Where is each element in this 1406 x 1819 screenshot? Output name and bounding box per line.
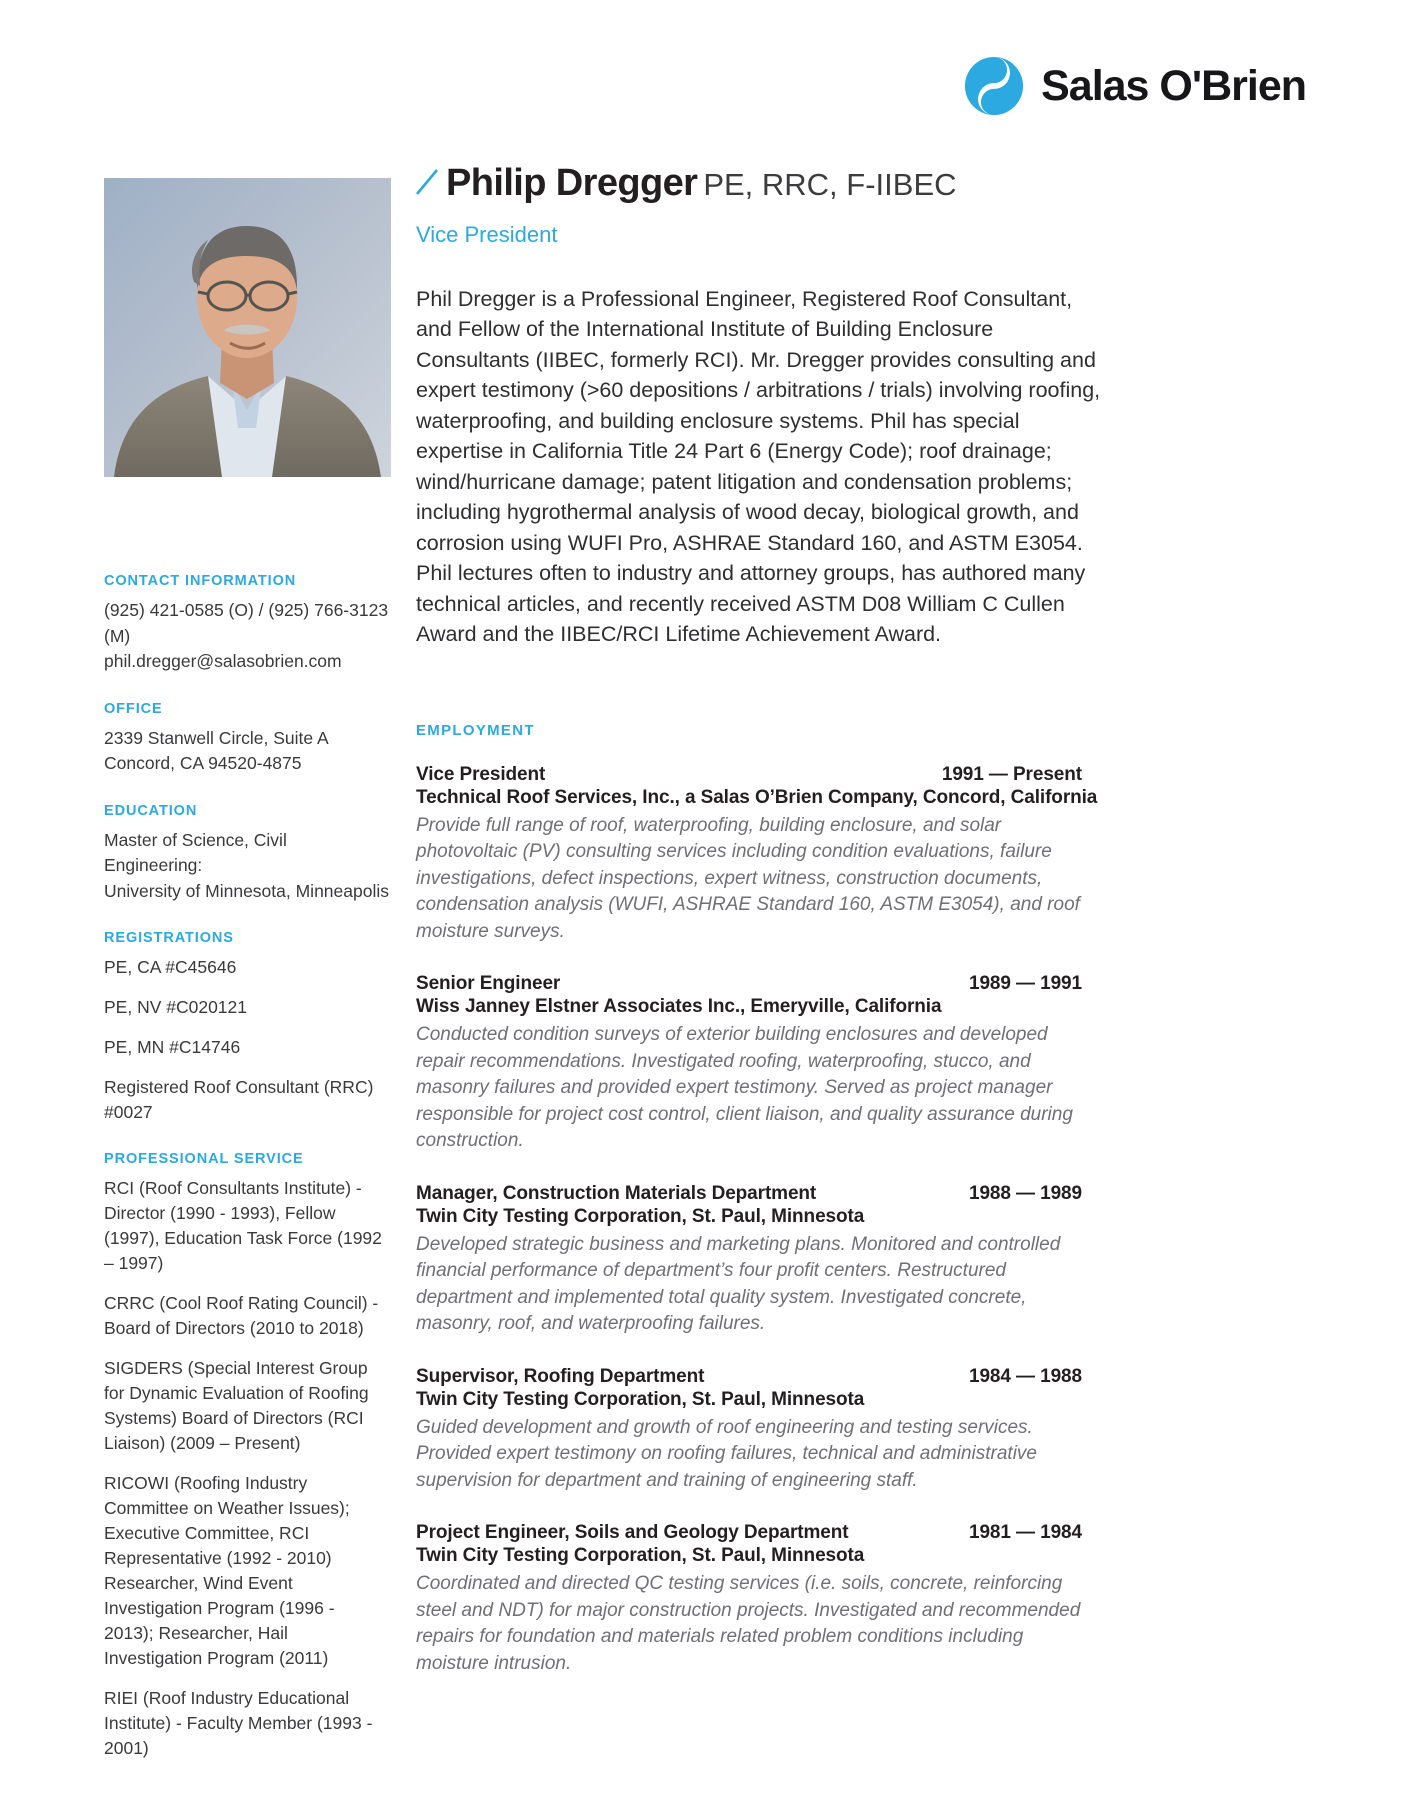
registration-text: Registered Roof Consultant (RRC) #0027 (104, 1077, 374, 1122)
employment-section (416, 722, 1114, 1678)
sidebar (104, 178, 389, 1761)
employment-entry (416, 1366, 1114, 1495)
office-address-line1: 2339 Stanwell Circle, Suite A (104, 727, 329, 748)
employment-entry (416, 1522, 1114, 1677)
employment-dates: 1981 — 1984 (969, 1522, 1082, 1544)
person-credentials: PE, RRC, F-IIBEC (703, 167, 957, 202)
employment-company: Twin City Testing Corporation, St. Paul, Minnesota (416, 1388, 865, 1410)
employment-company: Twin City Testing Corporation, St. Paul, Minnesota (416, 1205, 865, 1227)
page-header (0, 0, 1406, 150)
registration-text: PE, MN #C14746 (104, 1037, 241, 1057)
employment-entry (416, 1183, 1114, 1338)
list-item (104, 1176, 389, 1276)
sidebar-section-professional-service (104, 1151, 389, 1761)
employment-description: Coordinated and directed QC testing services (i.e. soils, concrete, reinforcing steel and NDT) for major construction projects. Investigated and recommended repairs for foundation and materials related problem conditions including moisture intrusion. (416, 1573, 1081, 1674)
employment-entry-header (416, 1183, 1114, 1205)
employment-dates: 1989 — 1991 (969, 973, 1082, 995)
employment-entry (416, 973, 1114, 1155)
person-bio: Phil Dregger is a Professional Engineer, Registered Roof Consultant, and Fellow of the International Institute of Building Enclosure Consultants (IIBEC, formerly RCI). Mr. Dregger provides consulting and expert testimony (>60 depositions / arbitrations / trials) involving roofing, waterproofing, and building enclosure systems. Phil has special expertise in California Title 24 Part 6 (Energy Code); roof drainage; wind/hurricane damage; patent litigation and condensation problems; including hygrothermal analysis of wood decay, biological growth, and corrosion using WUFI Pro, ASHRAE Standard 160, and ASTM E3054. Phil lectures often to industry and attorney groups, has authored many technical articles, and recently received ASTM D08 William C Cullen Award and the IIBEC/RCI Lifetime Achievement Award. (416, 286, 1101, 647)
employment-entry-header (416, 973, 1114, 995)
list-item (104, 995, 389, 1020)
salas-obrien-swirl-logo-icon (963, 55, 1025, 117)
contact-email[interactable]: phil.dregger@salasobrien.com (104, 651, 342, 671)
headshot-photo-icon (104, 178, 391, 477)
employment-description: Conducted condition surveys of exterior building enclosures and developed repair recommendations. Investigated roofing, waterproofing, stucco, and masonry failures and provided expert testimony. Served as project manager responsible for project cost control, client liaison, and quality assurance during construction. (416, 1024, 1073, 1152)
professional-service-heading: PROFESSIONAL SERVICE (104, 1151, 304, 1167)
education-degree: Master of Science, Civil Engineering: (104, 829, 287, 875)
registrations-heading: REGISTRATIONS (104, 930, 234, 946)
education-heading: EDUCATION (104, 802, 198, 819)
contact-heading: CONTACT INFORMATION (104, 573, 297, 589)
employment-company: Twin City Testing Corporation, St. Paul, Minnesota (416, 1545, 865, 1567)
list-item (104, 1291, 389, 1341)
list-item (104, 1075, 389, 1125)
service-text: CRRC (Cool Roof Rating Council) - Board of Directors (2010 to 2018) (104, 1293, 379, 1338)
service-text: SIGDERS (Special Interest Group for Dynamic Evaluation of Roofing Systems) Board of Directors (RCI Liaison) (2009 – Present) (104, 1358, 369, 1453)
contact-phone[interactable]: (925) 421-0585 (O) / (925) 766-3123 (M) (104, 600, 389, 646)
employment-heading: EMPLOYMENT (416, 721, 535, 739)
employment-dates: 1991 — Present (941, 763, 1082, 785)
sidebar-section-registrations (104, 930, 389, 1125)
main-content (414, 164, 1114, 1677)
registration-text: PE, NV #C020121 (104, 997, 248, 1017)
list-item (104, 1686, 389, 1761)
sidebar-section-office (104, 701, 389, 777)
employment-role: Senior Engineer (416, 973, 561, 995)
employment-company: Technical Roof Services, Inc., a Salas O’Brien Company, Concord, California (416, 786, 1098, 808)
list-item (104, 1471, 389, 1671)
list-item (104, 955, 389, 980)
employment-company: Wiss Janney Elstner Associates Inc., Emeryville, California (416, 996, 942, 1018)
list-item (104, 1356, 389, 1456)
person-title: Vice President (416, 221, 558, 247)
office-heading: OFFICE (104, 700, 163, 717)
employment-role: Manager, Construction Materials Department (416, 1182, 817, 1204)
service-text: RICOWI (Roofing Industry Committee on Weather Issues); Executive Committee, RCI Representative (1992 - 2010) Researcher, Wind Event Investigation Program (1996 - 2013); Researcher, Hail Investigation Program (2011) (104, 1473, 350, 1668)
office-address-line2: Concord, CA 94520-4875 (104, 753, 302, 773)
employment-description: Guided development and growth of roof engineering and testing services. Provided expert testimony on roofing failures, technical and administrative supervision for department and training of engineering staff. (416, 1416, 1037, 1491)
page-title (414, 164, 1114, 204)
employment-entry (416, 764, 1114, 946)
service-text: RCI (Roof Consultants Institute) - Director (1990 - 1993), Fellow (1997), Education Task Force (1992 – 1997) (104, 1178, 382, 1273)
employment-role: Vice President (416, 763, 546, 785)
avatar (104, 178, 391, 477)
brand-wordmark: Salas O'Brien (1041, 61, 1306, 110)
employment-description: Provide full range of roof, waterproofing, building enclosure, and solar photovoltaic (PV) consulting services including condition evaluations, failure investigations, defect inspections, expert witness, construction documents, condensation analysis (WUFI, ASHRAE Standard 160, ASTM E3054), and roof moisture surveys. (416, 814, 1080, 942)
employment-description: Developed strategic business and marketing plans. Monitored and controlled financial performance of department’s four profit centers. Restructured department and implemented total quality system. Investigated concrete, masonry, roof, and waterproofing failures. (416, 1233, 1061, 1335)
slash-accent-icon (414, 167, 440, 197)
employment-dates: 1988 — 1989 (969, 1182, 1082, 1204)
person-name: Philip Dregger (446, 162, 698, 204)
sidebar-section-contact (104, 573, 389, 675)
service-text: RIEI (Roof Industry Educational Institute) - Faculty Member (1993 - 2001) (104, 1688, 373, 1758)
list-item (104, 1035, 389, 1060)
employment-dates: 1984 — 1988 (969, 1365, 1082, 1387)
sidebar-section-education (104, 803, 389, 905)
employment-role: Supervisor, Roofing Department (416, 1365, 705, 1387)
employment-entry-header (416, 1522, 1114, 1544)
education-school: University of Minnesota, Minneapolis (104, 880, 389, 901)
employment-role: Project Engineer, Soils and Geology Department (416, 1522, 849, 1544)
registration-text: PE, CA #C45646 (104, 957, 237, 977)
brand-logo (963, 55, 1306, 117)
employment-entry-header (416, 1366, 1114, 1388)
employment-entry-header (416, 764, 1114, 786)
